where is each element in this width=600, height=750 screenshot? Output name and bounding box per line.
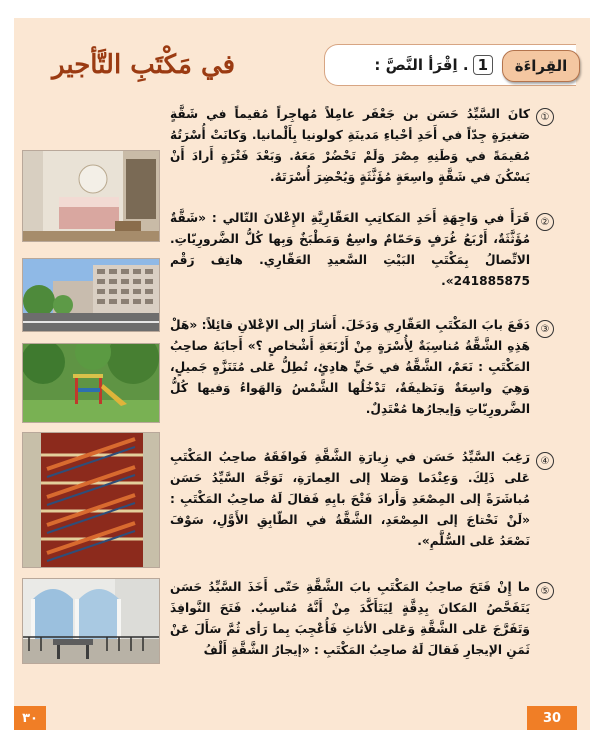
playground-illustration	[23, 344, 160, 423]
paragraph-number: ②	[536, 213, 554, 231]
bedroom-photo	[22, 150, 160, 242]
balcony-illustration	[23, 579, 160, 664]
bedroom-illustration	[23, 151, 160, 242]
lesson-title: في مَكْتَبِ التَّأجير	[52, 50, 236, 80]
paragraph-number: ⑤	[536, 582, 554, 600]
stairs-illustration	[23, 433, 160, 568]
paragraph-4: رَغِبَ السَّيِّدُ حَسَن في زِيارَةِ الشَّقَّةِ فَوافَقَهُ صاحِبُ المَكْتَبِ عَلى ذَلِكَ. وَعِنْدَما وَصَلا إلى العِمارَةِ، تَوَجَّهَ السَّيِّدُ حَسَن مُباشَرَةً إلى المِصْعَدِ وَأَرادَ فَتْحَ بابِهِ فَقالَ لَهُ صاحِبُ المَكْتَبِ : «لَنْ نَحْتاجَ إلى المِصْعَدِ، الشَّقَّةُ في الطّابِقِ الأَوَّلِ، سَوْفَ نَصْعَدُ عَلى السُّلَّمِ».	[170, 450, 530, 548]
paragraph-number: ③	[536, 320, 554, 338]
reading-subtitle	[343, 55, 493, 75]
paragraph-number: ①	[536, 108, 554, 126]
paragraph-3: دَفَعَ بابَ المَكْتَبِ العَقّارِي وَدَخَلَ. أَشارَ إلى الإعْلانِ قائِلاً: «هَلْ هَذِهِ الشَّقَّةُ مُناسِبَةٌ لِأُسْرَةٍ مِنْ أَرْبَعَةِ أَشْخاصٍ ؟» أَجابَهُ صاحِبُ المَكْتَبِ : نَعَمْ، الشَّقَّةُ في حَيٍّ هادِئٍ، تُطِلُّ عَلى مُتَنَزَّهٍ جَميلٍ، وَهِيَ واسِعَةٌ وَنَظيفَةٌ، تَدْخُلُها الشَّمْسُ وَالهَواءُ وَفيها كُلُّ الضَّرورِيّاتِ وَإيجارُها مُعْتَدِلٌ.	[170, 318, 530, 416]
page-number: 30	[527, 706, 577, 730]
playground-park-photo	[22, 343, 160, 423]
apartment-building-photo	[22, 258, 160, 332]
page-number-arabic: ٣٠	[14, 706, 46, 730]
paragraph-2: قَرَأَ في وَاجِهَةِ أَحَدِ المَكاتِبِ العَقّارِيَّةِ الإِعْلانَ التّالي : «شَقَّةٌ مُؤَثَّثَةٌ، أَرْبَعُ غُرَفٍ وَحَمّامٌ واسِعٌ وَمَطْبَخٌ وَبِها كُلُّ الضَّرورِيّاتِ. الاتِّصالُ بِمَكْتَبِ البَيْتِ السَّعيدِ العَقّارِي. هاتِف رَقْم 241885875».	[170, 211, 530, 288]
paragraph-number: ④	[536, 452, 554, 470]
subtitle-number: 1	[473, 55, 493, 75]
building-illustration	[23, 259, 160, 332]
carpeted-stairs-photo	[22, 432, 160, 568]
section-label-tab: القِراءَة	[502, 50, 580, 82]
balcony-photo	[22, 578, 160, 664]
subtitle-text: . اِقْرَأ النَّصَّ :	[374, 56, 469, 74]
paragraph-5: ما إِنْ فَتَحَ صاحِبُ المَكْتَبِ بابَ الشَّقَّةِ حَتّى أَخَذَ السَّيِّدُ حَسَن يَتَفَحَّصُ المَكانَ بِدِقَّةٍ لِيَتَأَكَّدَ مِنْ أَنَّهُ مُناسِبٌ. فَتَحَ النَّوافِذَ وَتَفَرَّجَ عَلى الشَّقَّةِ وَعَلى الأثاثِ فَأُعْجِبَ بِما رَأى ثُمَّ سَأَلَ عَنْ ثَمَنِ الإيجارِ فَقالَ لَهُ صاحِبُ المَكْتَبِ : «إيجارُ الشَّقَّةِ أَلْفُ	[170, 580, 530, 657]
paragraph-1: كانَ السَّيِّدُ حَسَن بن جَعْفَر عامِلاً مُهاجِراً مُقيماً في شَقَّةٍ صَغيرَةٍ جِدّاً في أَحَدِ أحْياءِ مَدينَةِ كولونيا بِأَلْمانيا. وَكانَتْ أُسْرَتُهُ مُقيمَةً في وَطَنِهِ مِصْرَ وَلَمْ تَحْضُرْ مَعَهُ. وَبَعْدَ فَتْرَةٍ أَرادَ أَنْ يَسْكُنَ في شَقَّةٍ واسِعَةٍ مُؤَثَّثَةٍ وَيُحْضِرَ أُسْرَتَهُ.	[170, 107, 530, 184]
